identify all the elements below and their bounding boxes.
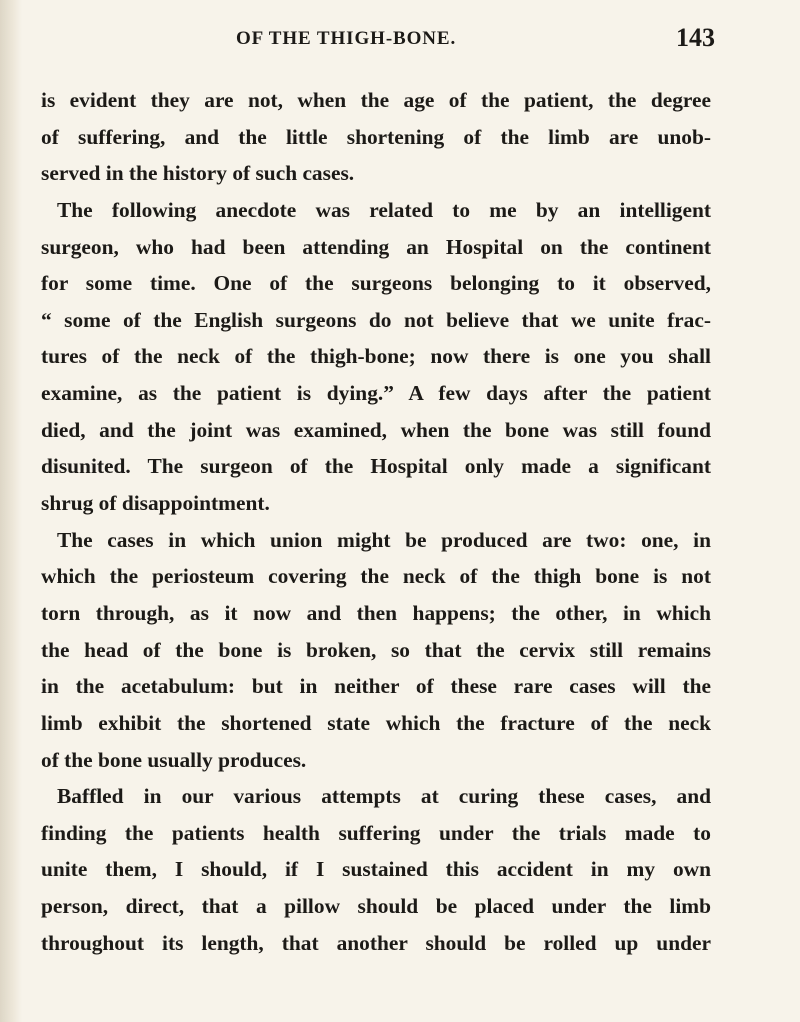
text-line: which the periosteum covering the neck of the thigh bone is not (41, 564, 711, 589)
text-line: unite them, I should, if I sustained this accident in my own (41, 857, 711, 882)
body-text (41, 82, 711, 961)
text-line: for some time. One of the surgeons belonging to it observed, (41, 271, 711, 296)
text-line: of suffering, and the little shortening of the limb are unob- (41, 124, 711, 149)
text-line: is evident they are not, when the age of the patient, the degree (41, 88, 711, 112)
text-line: in the acetabulum: but in neither of these rare cases will the (41, 674, 711, 699)
text-line: Baffled in our various attempts at curing these cases, and (57, 784, 711, 809)
text-line: examine, as the patient is dying.” A few days after the patient (41, 381, 711, 406)
text-line: torn through, as it now and then happens; the other, in which (41, 600, 711, 625)
text-line: of the bone usually produces. (41, 747, 307, 772)
text-line: tures of the neck of the thigh-bone; now there is one you shall (41, 344, 711, 369)
page-number: 143 (676, 23, 715, 52)
page-gutter-shadow (0, 0, 22, 1022)
text-line: the head of the bone is broken, so that the cervix still remains (41, 637, 711, 662)
text-line: finding the patients health suffering under the trials made to (41, 820, 711, 845)
text-line: “ some of the English surgeons do not believe that we unite frac- (41, 307, 711, 332)
text-line: died, and the joint was examined, when the bone was still found (41, 417, 711, 442)
text-line: throughout its length, that another should be rolled up under (41, 930, 711, 955)
text-line: disunited. The surgeon of the Hospital only made a significant (41, 454, 711, 479)
text-line: limb exhibit the shortened state which the fracture of the neck (41, 710, 711, 735)
text-line: surgeon, who had been attending an Hospital on the continent (41, 234, 711, 259)
text-line: shrug of disappointment. (41, 491, 270, 516)
running-title: OF THE THIGH-BONE. (236, 28, 457, 49)
page-header (0, 14, 800, 54)
text-line: The following anecdote was related to me by an intelligent (57, 197, 711, 222)
text-line: The cases in which union might be produced are two: one, in (57, 527, 711, 552)
text-line: person, direct, that a pillow should be placed under the limb (41, 894, 711, 919)
text-line: served in the history of such cases. (41, 161, 355, 186)
